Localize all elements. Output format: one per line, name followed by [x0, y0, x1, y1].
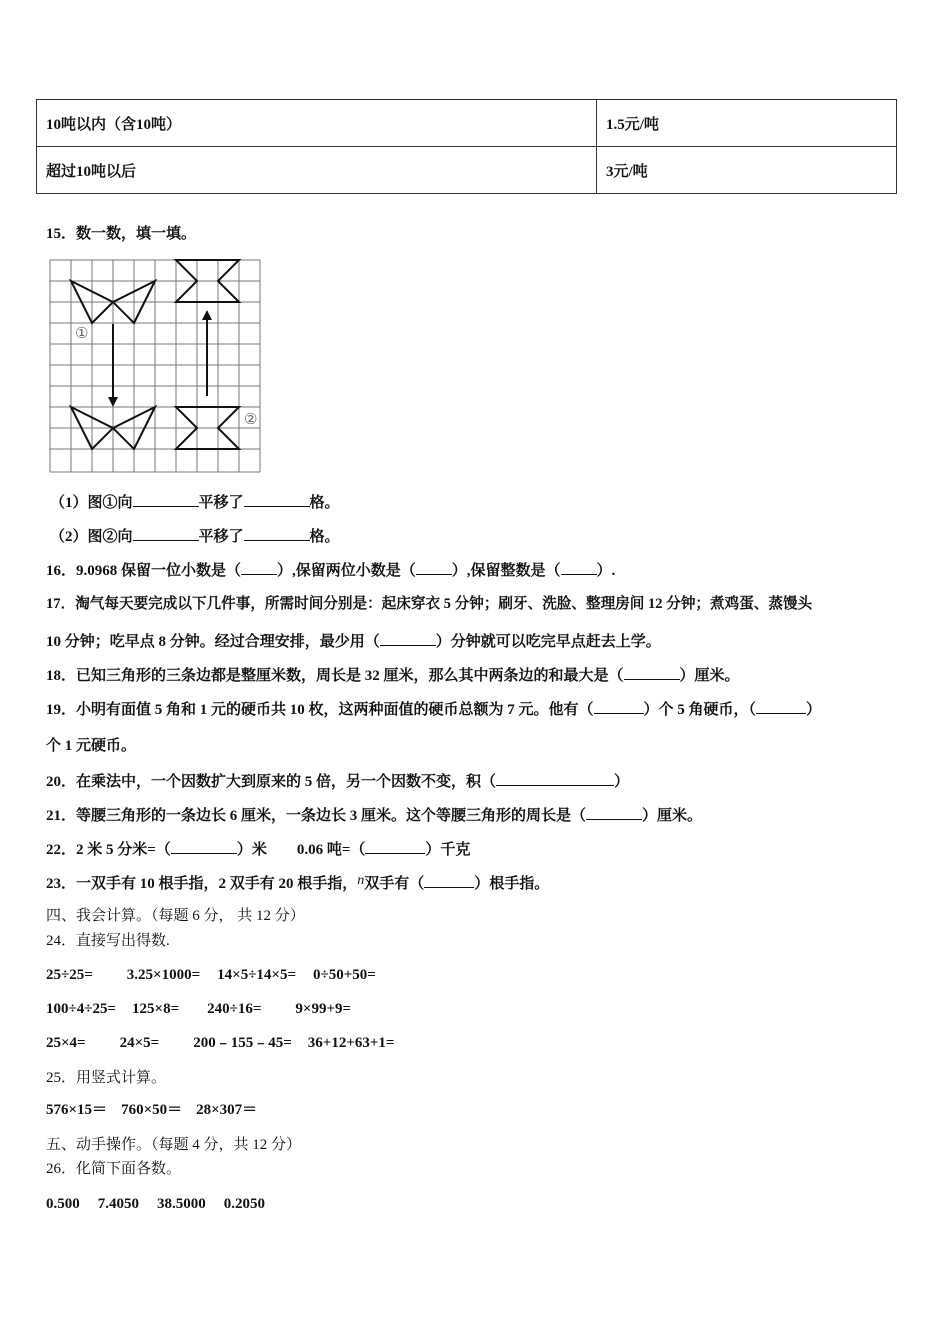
calc-item: 3.25×1000= — [126, 967, 201, 983]
q16-text: 16．9.0968 保留一位小数是（ — [46, 563, 242, 579]
question-19-line-2: 个 1 元硬币。 — [46, 738, 137, 754]
water-price-table — [36, 99, 897, 194]
q24-row-1 — [46, 965, 376, 985]
question-20 — [46, 770, 629, 792]
number-item: 0.2050 — [223, 1196, 265, 1212]
q17-text: ）分钟就可以吃完早点赶去上学。 — [435, 634, 661, 650]
question-26-title: 26．化简下面各数。 — [46, 1161, 182, 1177]
calc-item: 36+12+63+1= — [307, 1035, 395, 1051]
question-15-sub-2 — [50, 525, 340, 547]
question-15-sub-1 — [50, 491, 340, 513]
q24-row-2 — [46, 999, 351, 1019]
table-cell-range: 超过10吨以后 — [37, 147, 597, 194]
question-22 — [46, 838, 470, 860]
answer-blank[interactable] — [424, 872, 474, 888]
q16-text: ）,保留两位小数是（ — [277, 563, 416, 579]
q24-row-3 — [46, 1033, 394, 1053]
table-cell-range: 10吨以内（含10吨） — [37, 100, 597, 147]
q16-text: ）,保留整数是（ — [451, 563, 561, 579]
question-25-title: 25．用竖式计算。 — [46, 1070, 167, 1086]
q23-text: 23．一双手有 10 根手指，2 双手有 20 根手指， — [46, 876, 358, 892]
answer-blank[interactable] — [624, 664, 680, 680]
question-17-line-1: 17．淘气每天要完成以下几件事，所需时间分别是：起床穿衣 5 分钟；刷牙、洗脸、整理房间 12 分钟；煮鸡蛋、蒸馒头 — [46, 596, 813, 612]
q22-text: 0.06 吨=（ — [296, 842, 366, 858]
answer-blank[interactable] — [241, 559, 277, 575]
calc-item: 14×5÷14×5= — [217, 967, 297, 983]
question-17-line-2 — [46, 630, 661, 652]
section-4-heading: 四、我会计算。（每题 6 分， 共 12 分） — [46, 908, 305, 924]
table-cell-price: 3元/吨 — [597, 147, 897, 194]
answer-blank[interactable] — [496, 770, 614, 786]
question-23 — [46, 872, 549, 895]
calc-item: 100÷4÷25= — [46, 1001, 117, 1017]
answer-blank[interactable] — [171, 838, 237, 854]
table-row — [37, 147, 897, 194]
q19-text: ） — [806, 702, 822, 718]
sub2-suffix: 格。 — [309, 529, 340, 545]
sub1-suffix: 格。 — [309, 495, 340, 511]
number-item: 7.4050 — [97, 1196, 139, 1212]
calc-item: 125×8= — [132, 1001, 180, 1017]
question-16 — [46, 559, 615, 581]
sub1-mid: 平移了 — [198, 495, 244, 511]
table-row — [37, 100, 897, 147]
answer-blank[interactable] — [594, 698, 644, 714]
calc-item: 0÷50+50= — [313, 967, 376, 983]
calc-item: 25÷25= — [46, 967, 93, 983]
sub1-prefix: （1）图①向 — [50, 495, 133, 511]
q18-text: 18．已知三角形的三条边都是整厘米数，周长是 32 厘米，那么其中两条边的和最大是（ — [46, 668, 624, 684]
answer-blank[interactable] — [244, 491, 310, 507]
sub2-mid: 平移了 — [198, 529, 244, 545]
figure-label-1: ① — [75, 324, 89, 342]
answer-blank[interactable] — [380, 630, 436, 646]
q20-text: 20．在乘法中，一个因数扩大到原来的 5 倍，另一个因数不变，积（ — [46, 774, 497, 790]
q23-text: 双手有（ — [364, 876, 425, 892]
q22-text: 22．2 米 5 分米=（ — [46, 842, 171, 858]
answer-blank[interactable] — [561, 559, 597, 575]
variable-n: n — [357, 873, 365, 888]
question-21 — [46, 804, 702, 826]
calc-item: 9×99+9= — [295, 1001, 352, 1017]
calc-item: 576×15＝ — [46, 1102, 108, 1118]
question-19-line-1 — [46, 698, 821, 720]
table-cell-price: 1.5元/吨 — [597, 100, 897, 147]
answer-blank[interactable] — [756, 698, 806, 714]
answer-blank[interactable] — [416, 559, 452, 575]
calc-item: 240÷16= — [207, 1001, 262, 1017]
calc-item: 760×50＝ — [121, 1102, 183, 1118]
q23-text: ）根手指。 — [474, 876, 550, 892]
calc-item: 25×4= — [46, 1035, 86, 1051]
q21-text: 21．等腰三角形的一条边长 6 厘米，一条边长 3 厘米。这个等腰三角形的周长是（ — [46, 808, 587, 824]
q19-text: 19．小明有面值 5 角和 1 元的硬币共 10 枚，这两种面值的硬币总额为 7 元。他有（ — [46, 702, 594, 718]
q21-text: ）厘米。 — [642, 808, 703, 824]
calc-item: 28×307＝ — [196, 1102, 258, 1118]
calc-item: 200﹣155﹣45= — [193, 1035, 292, 1051]
answer-blank[interactable] — [244, 525, 310, 541]
grid-svg — [46, 254, 266, 476]
question-15-title: 15．数一数，填一填。 — [46, 226, 197, 242]
answer-blank[interactable] — [365, 838, 425, 854]
q25-items — [46, 1100, 257, 1120]
q18-text: ）厘米。 — [679, 668, 740, 684]
number-item: 0.500 — [46, 1196, 80, 1212]
section-5-heading: 五、动手操作。（每题 4 分，共 12 分） — [46, 1137, 302, 1153]
question-18 — [46, 664, 740, 686]
q22-text: ）米 — [236, 842, 267, 858]
q20-text: ） — [614, 774, 630, 790]
q22-text: ）千克 — [425, 842, 471, 858]
figure-label-2: ② — [244, 410, 258, 428]
answer-blank[interactable] — [133, 491, 199, 507]
translation-grid-figure — [46, 254, 266, 476]
answer-blank[interactable] — [586, 804, 642, 820]
number-item: 38.5000 — [157, 1196, 206, 1212]
calc-item: 24×5= — [119, 1035, 160, 1051]
q26-items — [46, 1194, 265, 1214]
question-24-title: 24．直接写出得数. — [46, 933, 170, 949]
q16-text: ）. — [596, 563, 616, 579]
sub2-prefix: （2）图②向 — [50, 529, 133, 545]
q19-text: ）个 5 角硬币，（ — [643, 702, 757, 718]
q17-text: 10 分钟；吃早点 8 分钟。经过合理安排，最少用（ — [46, 634, 380, 650]
answer-blank[interactable] — [133, 525, 199, 541]
